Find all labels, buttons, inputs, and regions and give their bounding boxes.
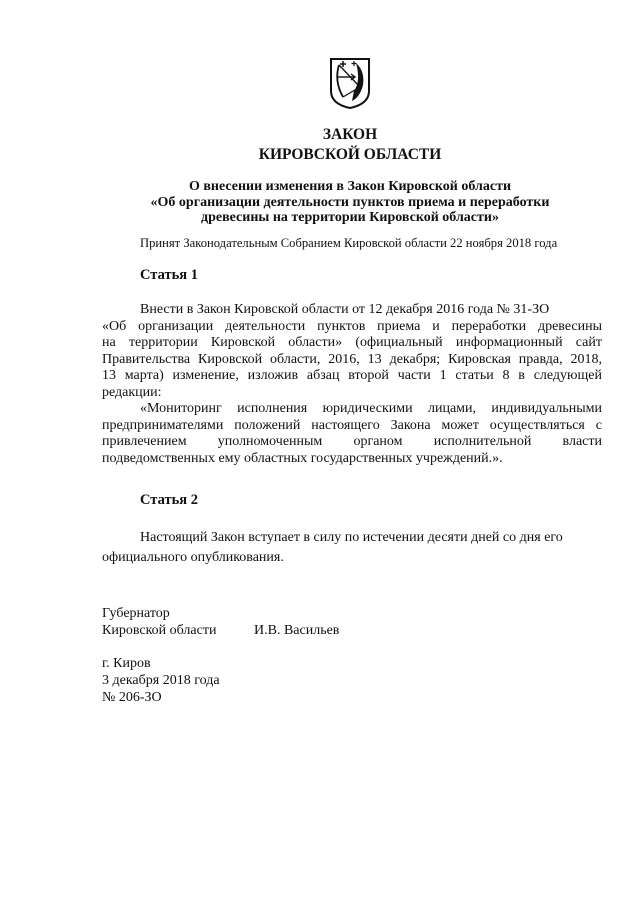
text-line: «Мониторинг исполнения юридическими лицами, индивидуальными	[140, 401, 602, 416]
signatory-name: И.В. Васильев	[254, 623, 340, 638]
text-line: 13 марта) изменение, изложив абзац второй части 1 статьи 8 в следующей	[102, 368, 602, 383]
text-line: официального опубликования.	[102, 550, 284, 565]
text-line: Настоящий Закон вступает в силу по истечении десяти дней со дня его	[140, 530, 563, 545]
law-subject	[0, 179, 640, 226]
text-line: Правительства Кировской области, 2016, 13 декабря; Кировская правда, 2018,	[102, 351, 602, 367]
text-line: предпринимателями положений настоящего Закона может осуществляться с	[102, 417, 602, 433]
law-title	[0, 125, 640, 165]
text-line: редакции:	[102, 384, 162, 400]
position-line: Кировской области	[102, 623, 217, 638]
subject-line: О внесении изменения в Закон Кировской области	[188, 179, 512, 194]
text-line: «Об организации деятельности пунктов приема и переработки древесины	[102, 318, 602, 334]
subject-line: древесины на территории Кировской области»	[201, 210, 499, 225]
date: 3 декабря 2018 года	[102, 673, 220, 688]
adoption-note: Принят Законодательным Собранием Кировской области 22 ноября 2018 года	[140, 236, 558, 250]
signatory-position	[102, 605, 216, 639]
article-1-heading: Статья 1	[140, 267, 198, 283]
law-title-line: ЗАКОН	[322, 126, 378, 143]
article-2-text	[102, 528, 602, 568]
city: г. Киров	[102, 656, 151, 671]
coat-of-arms-icon	[330, 57, 370, 109]
text-line: Внести в Закон Кировской области от 12 декабря 2016 года № 31-ЗО	[140, 302, 550, 317]
text-line: на территории Кировской области» (официальный информационный сайт	[102, 335, 602, 350]
text-line: привлечением уполномоченным органом исполнительной власти	[102, 434, 602, 449]
text-line: подведомственных ему областных государственных учреждений.».	[102, 450, 503, 466]
law-title-line: КИРОВСКОЙ ОБЛАСТИ	[258, 146, 442, 163]
law-number: № 206-ЗО	[102, 690, 162, 705]
article-2-heading: Статья 2	[140, 492, 198, 508]
article-1-text	[102, 302, 602, 467]
position-line: Губернатор	[102, 606, 170, 621]
subject-line: «Об организации деятельности пунктов приема и переработки	[150, 194, 550, 210]
document-footer	[102, 655, 220, 706]
